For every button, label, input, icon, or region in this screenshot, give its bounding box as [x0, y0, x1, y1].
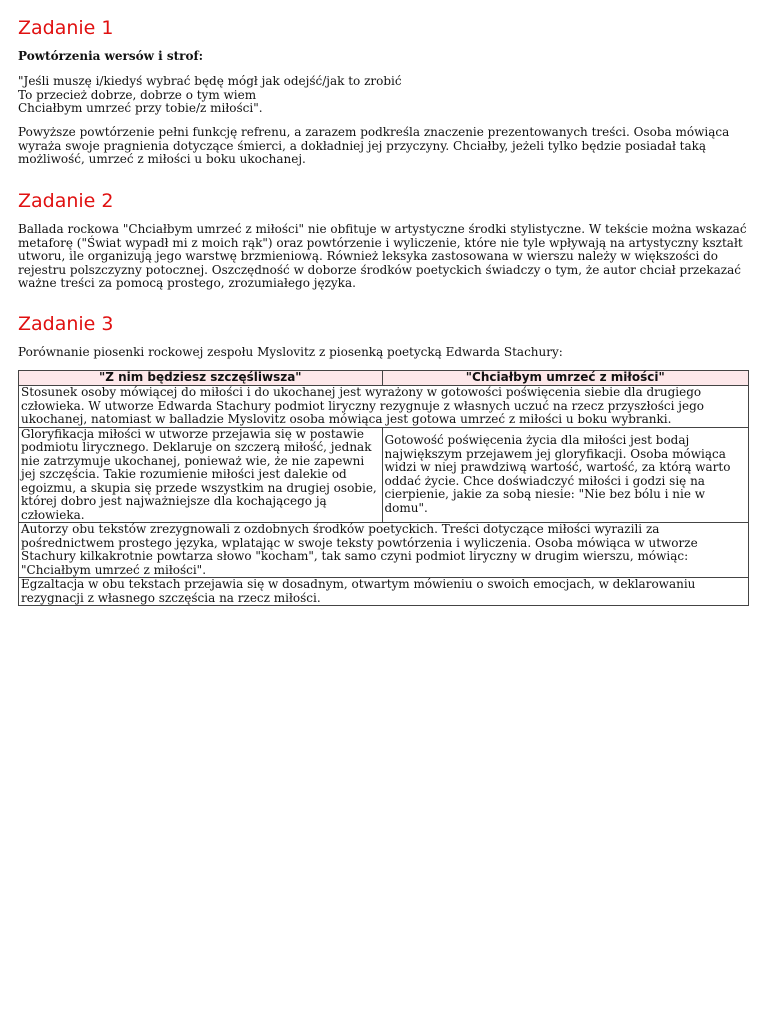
table-row [19, 523, 749, 578]
zadanie-1-heading: Zadanie 1 [18, 17, 114, 39]
table-cell-row1: Stosunek osoby mówiącej do miłości i do ukochanej jest wyrażony w gotowości poświęcenia siebie dla drugiego człowieka. W utworze Edwarda Stachury podmiot liryczny rezygnuje z własnych uczuć na rzecz przyszłości jego ukochanej, natomiast w balladzie Myslovitz osoba mówiąca jest gotowa umrzeć z miłości u boku wybranki. [19, 386, 749, 428]
zadanie-1-quote: "Jeśli muszę i/kiedyś wybrać będę mógł jak odejść/jak to zrobić To przecież dobrze, dobrze o tym wiem Chciałbym umrzeć przy tobie/z miłości". [18, 74, 402, 115]
table-cell-row2-left: Gloryfikacja miłości w utworze przejawia się w postawie podmiotu lirycznego. Deklaruje on szczerą miłość, jednak nie zatrzymuje ukochanej, ponieważ wie, że nie zapewni jej szczęścia. Takie rozumienie miłości jest dalekie od egoizmu, a skupia się przede wszystkim na drugiej osobie, której dobro jest najważniejsze dla kochającego ją człowieka. [19, 427, 383, 523]
table-row [19, 386, 749, 428]
zadanie-3-intro: Porównanie piosenki rockowej zespołu Myslovitz z piosenką poetycką Edwarda Stachury: [18, 345, 563, 359]
table-cell-row2-right: Gotowość poświęcenia życia dla miłości jest bodaj największym przejawem jej gloryfikacji. Osoba mówiąca widzi w niej prawdziwą wartość, wartość, za którą warto oddać życie. Chce doświadczyć miłości i godzi się na cierpienie, jakie za sobą niesie: "Nie bez bólu i nie w domu". [382, 427, 749, 523]
table-cell-row3: Autorzy obu tekstów zrezygnowali z ozdobnych środków poetyckich. Treści dotyczące miłości wyrazili za pośrednictwem prostego języka, wplatając w swoje teksty powtórzenia i wyliczenia. Osoba mówiąca w utworze Stachury kilkakrotnie powtarza słowo "kocham", tak samo czyni podmiot liryczny w drugim wierszu, mówiąc: "Chciałbym umrzeć z miłości". [19, 523, 749, 578]
header-left: "Z nim będziesz szczęśliwsza" [19, 371, 383, 386]
table-row [19, 427, 749, 523]
table-cell-row4: Egzaltacja w obu tekstach przejawia się w dosadnym, otwartym mówieniu o swoich emocjach, w deklarowaniu rezygnacji z własnego szczęścia na rzecz miłości. [19, 578, 749, 606]
table-header-row [19, 371, 749, 386]
zadanie-1-label: Powtórzenia wersów i strof: [18, 49, 204, 63]
zadanie-1-paragraph: Powyższe powtórzenie pełni funkcję refrenu, a zarazem podkreśla znaczenie prezentowanych treści. Osoba mówiąca wyraża swoje pragnienia dotyczące śmierci, a dokładniej jej przyczyny. Chciałby, jeżeli tylko będzie posiadał taką możliwość, umrzeć z miłości u boku ukochanej. [18, 125, 730, 166]
table-row [19, 578, 749, 606]
zadanie-3-heading: Zadanie 3 [18, 313, 114, 335]
header-right: "Chciałbym umrzeć z miłości" [382, 371, 749, 386]
comparison-table [18, 370, 749, 606]
zadanie-2-paragraph: Ballada rockowa "Chciałbym umrzeć z miłości" nie obfituje w artystyczne środki stylistyczne. W tekście można wskazać metaforę ("Świat wypadł mi z moich rąk") oraz powtórzenie i wyliczenie, które nie tyle wpływają na artystyczny kształt utworu, ile organizują jego warstwę brzmieniową. Również leksyka zastosowana w wierszu należy w większości do rejestru polszczyzny potocznej. Oszczędność w doborze środków poetyckich świadczy o tym, że autor chciał przekazać ważne treści za pomocą prostego, zrozumiałego języka. [18, 222, 747, 290]
zadanie-2-heading: Zadanie 2 [18, 190, 114, 212]
